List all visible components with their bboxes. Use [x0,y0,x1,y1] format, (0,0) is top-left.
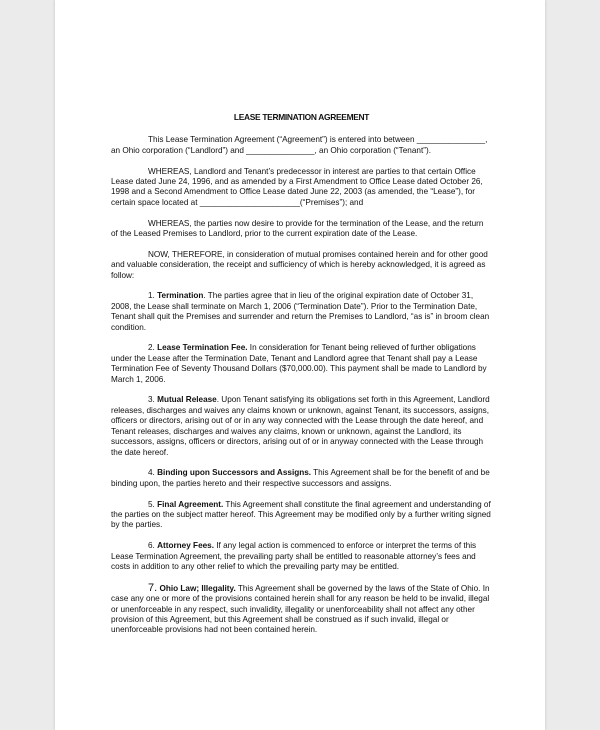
whereas-paragraph-1: WHEREAS, Landlord and Tenant’s predecessor in interest are parties to that certain Office Lease dated June 24, 1996, and as amended by a First Amendment to Office Lease dated October 26, 1998 and a Second Amendment to Office Lease dated June 22, 2003 (as amended, the “Lease”), for certain space located at ______________________(“Premises”); and [111,166,483,207]
section-text: In consideration for Tenant being relieved of further obligations under the Lease after the Termination Date, Tenant and Landlord agree that Tenant shall pay a Lease Termination Fee of Seventy Thousand Dollars ($70,000.00). This payment shall be made to Landlord by March 1, 2006. [111,343,487,384]
section-number: 6. [148,541,155,551]
intro-paragraph: This Lease Termination Agreement (“Agreement”) is entered into between _______________, an Ohio corporation (“Landlord”) and _______________, an Ohio corporation (“Tenant”). [111,135,488,155]
section-binding-successors [111,468,492,489]
section-number: 3. [148,395,155,405]
section-number: 5. [148,499,155,509]
section-text: If any legal action is commenced to enforce or interpret the terms of this Lease Termination Agreement, the prevailing party shall be entitled to reasonable attorney’s fees and costs in addition to any other relief to which the prevailing party may be entitled. [111,541,477,571]
section-number: 4. [148,468,155,478]
section-heading: Ohio Law; Illegality. [159,583,236,593]
section-text: This Agreement shall constitute the final agreement and understanding of the parties on the subject matter hereof. This Agreement may be modified only by a further writing signed by the parties. [111,499,491,530]
document-title: LEASE TERMINATION AGREEMENT [233,112,370,122]
section-number: 1. [148,291,155,301]
whereas-paragraph-2: WHEREAS, the parties now desire to provide for the termination of the Lease, and the return of the Leased Premises to Landlord, prior to the current expiration date of the Lease. [111,218,484,239]
section-mutual-release [111,395,492,457]
section-heading: Termination [157,291,204,301]
section-ohio-law [111,583,492,636]
section-lease-termination-fee [111,343,492,385]
section-text: This Agreement shall be for the benefit of and be binding upon, the parties hereto and their respective successors and assigns. [111,468,490,488]
document-body [111,112,492,646]
section-number: 7. [148,581,158,594]
section-heading: Lease Termination Fee. [157,343,248,353]
section-number: 2. [148,343,155,353]
section-heading: Final Agreement. [157,499,224,509]
section-text: . The parties agree that in lieu of the original expiration date of October 31, 2008, the Lease shall terminate on March 1, 2006 (“Termination Date”). Prior to the Termination Date, Tenant shall quit the Premises and surrender and return the Premises to Landlord, “as is” in broom clean condition. [111,291,490,332]
section-termination [111,291,492,333]
section-heading: Binding upon Successors and Assigns. [157,468,312,478]
section-text: . Upon Tenant satisfying its obligations set forth in this Agreement, Landlord releases, discharges and waives any claims known or unknown, against Tenant, its successors, assigns, officers or directors, arising out of or in any way connected with the Lease through the date hereof, and Tenant releases, discharges and waives any claims, known or unknown, against the Landlord, its successors, assigns, officers or directors, arising out of or in anyway connected with the Lease through the date hereof. [111,395,490,457]
section-heading: Attorney Fees. [157,541,214,551]
therefore-paragraph: NOW, THEREFORE, in consideration of mutual promises contained herein and for other good and valuable consideration, the receipt and sufficiency of which is hereby acknowledged, it is agreed as follow: [111,249,488,280]
section-final-agreement [111,500,492,531]
section-attorney-fees [111,541,492,572]
section-heading: Mutual Release [157,395,217,405]
section-text: This Agreement shall be governed by the laws of the State of Ohio. In case any one or more of the provisions contained herein shall for any reason be held to be invalid, illegal or unenforceable in any respect, such invalidity, illegality or unenforceability shall not affect any other provision of this Agreement, but this Agreement shall be construed as if such invalid, illegal or unenforceable provisions had not been contained herein. [111,583,490,635]
